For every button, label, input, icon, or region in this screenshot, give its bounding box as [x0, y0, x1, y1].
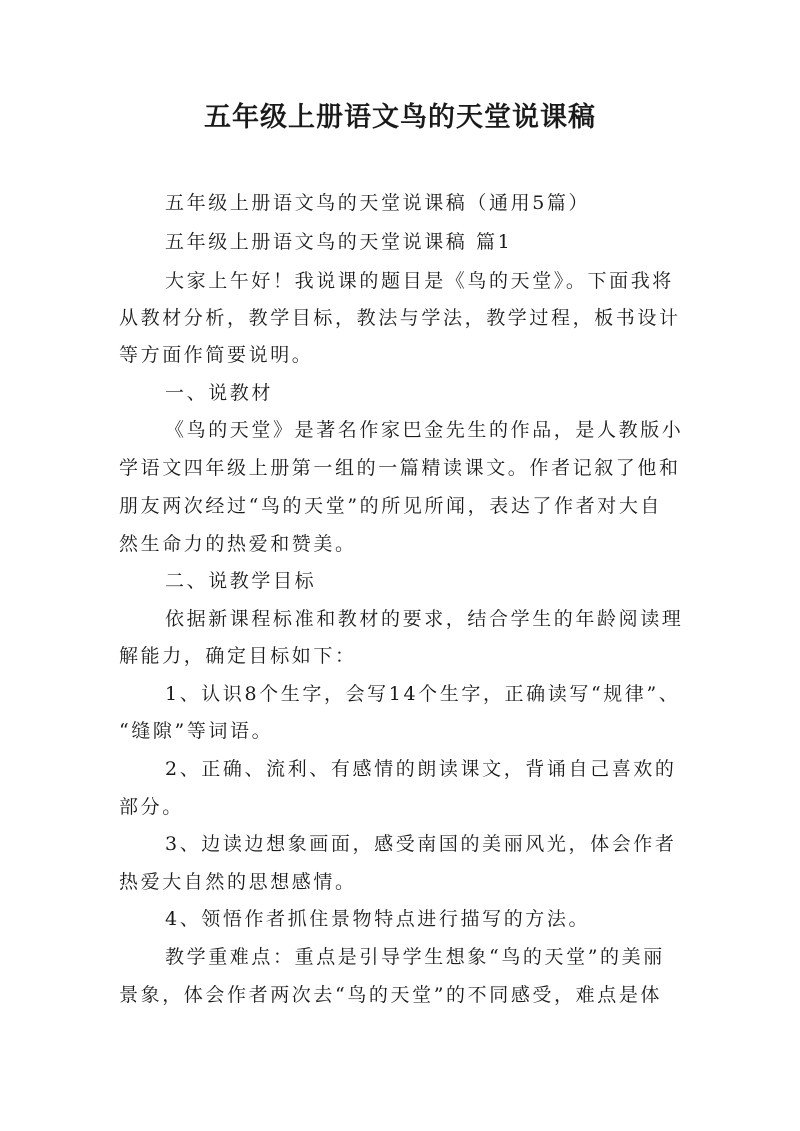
text-line: 2、正确、流利、有感情的朗读课文，背诵自己喜欢的 — [165, 758, 677, 780]
section-heading: 二、说教学目标 — [165, 570, 317, 592]
document-title: 五年级上册语文鸟的天堂说课稿 — [204, 102, 596, 133]
text-line: 《鸟的天堂》是著名作家巴金先生的作品，是人教版小 — [165, 419, 684, 441]
text-line: “缝隙”等词语。 — [119, 720, 274, 742]
text-line: 五年级上册语文鸟的天堂说课稿 篇1 — [165, 231, 513, 253]
text-line: 4、领悟作者抓住景物特点进行描写的方法。 — [165, 908, 591, 930]
text-line: 朋友两次经过“鸟的天堂”的所见所闻，表达了作者对大自 — [119, 495, 663, 517]
text-line: 五年级上册语文鸟的天堂说课稿（通用5篇） — [165, 192, 591, 214]
text-line: 景象，体会作者两次去“鸟的天堂”的不同感受，难点是体 — [119, 984, 663, 1006]
text-line: 教学重难点：重点是引导学生想象“鸟的天堂”的美丽 — [165, 946, 665, 968]
text-line: 1、认识8个生字，会写14个生字，正确读写“规律”、 — [165, 683, 681, 705]
text-line: 等方面作简要说明。 — [119, 344, 314, 366]
text-line: 热爱大自然的思想感情。 — [119, 871, 357, 893]
text-line: 从教材分析，教学目标，教法与学法，教学过程，板书设计 — [119, 307, 681, 329]
text-line: 依据新课程标准和教材的要求，结合学生的年龄阅读理 — [165, 608, 684, 630]
section-heading: 一、说教材 — [165, 382, 274, 404]
text-line: 学语文四年级上册第一组的一篇精读课文。作者记叙了他和 — [119, 457, 681, 479]
text-line: 3、边读边想象画面，感受南国的美丽风光，体会作者 — [165, 833, 677, 855]
text-line: 解能力，确定目标如下： — [119, 645, 357, 667]
text-line: 部分。 — [119, 796, 184, 818]
text-line: 然生命力的热爱和赞美。 — [119, 533, 357, 555]
text-line: 大家上午好！我说课的题目是《鸟的天堂》。下面我将 — [165, 270, 674, 292]
